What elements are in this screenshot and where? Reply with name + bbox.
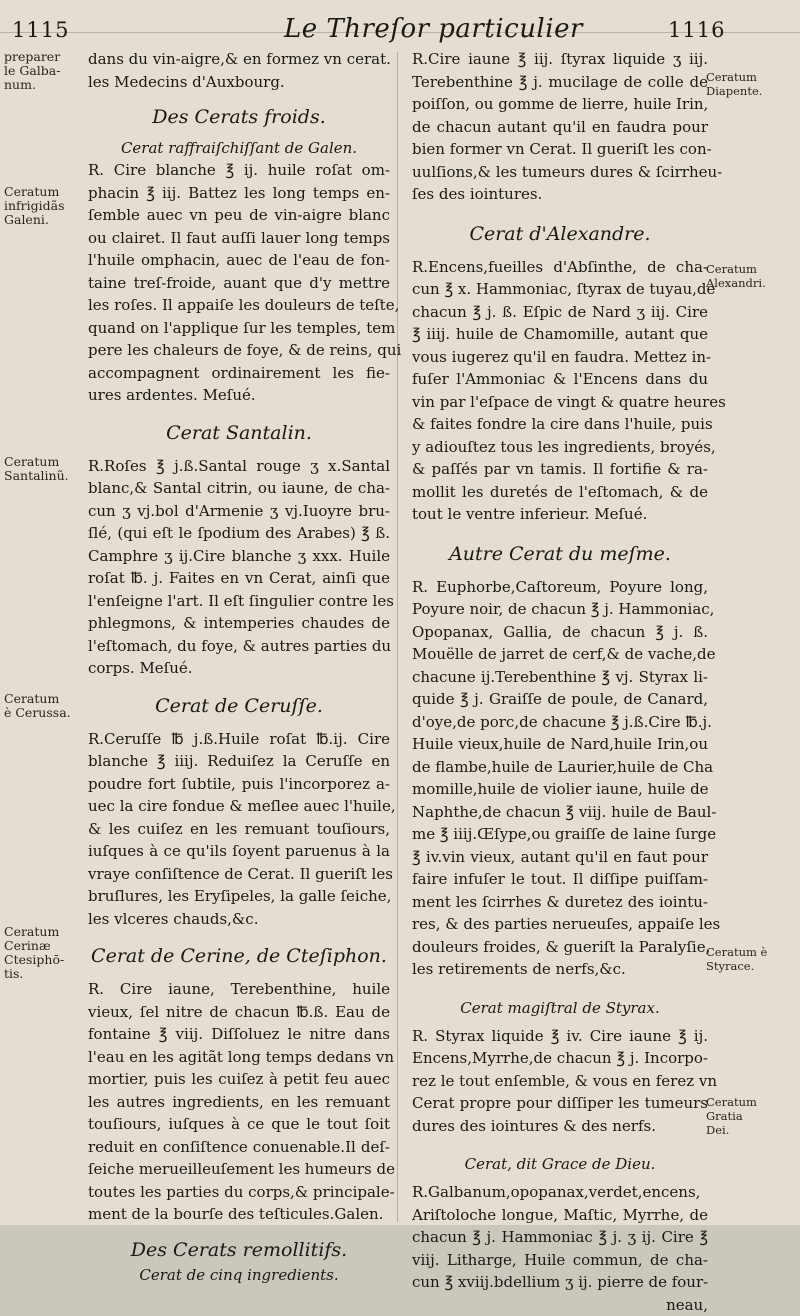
- text-line: vraye conſiſtence de Cerat. Il gueriſt les: [88, 863, 390, 886]
- text-line: Terebenthine ℥ j. mucilage de colle de: [412, 71, 708, 94]
- text-line: R. Styrax liquide ℥ iv. Cire iaune ℥ ij.: [412, 1025, 708, 1048]
- text-line: y adiouſtez tous les ingredients, broyés,: [412, 436, 708, 459]
- margin-note-line: Galeni.: [4, 213, 65, 227]
- margin-note-line: Ceratum: [4, 925, 64, 939]
- margin-note-line: Ceratum: [706, 262, 766, 276]
- autre-recipe-title: Autre Cerat du meſme.: [412, 540, 708, 568]
- text-line: & paſſés par vn tamis. Il fortifie & ra-: [412, 458, 708, 481]
- text-line: R.Galbanum,opopanax,verdet,encens,: [412, 1181, 708, 1204]
- text-line: bien former vn Cerat. Il gueriſt les con-: [412, 138, 708, 161]
- left-page-number: 1115: [12, 18, 69, 42]
- text-line: de flambe,huile de Laurier,huile de Cha: [412, 756, 708, 779]
- text-line: ſeiche merueilleuſement les humeurs de: [88, 1158, 390, 1181]
- text-line: toutes les parties du corps,& principale-: [88, 1181, 390, 1204]
- text-line: pere les chaleurs de foye, & de reins, qui: [88, 339, 390, 362]
- header-rule: [0, 32, 800, 33]
- text-line: neau,: [412, 1294, 708, 1316]
- text-line: phacin ℥ iij. Battez les long temps en-: [88, 182, 390, 205]
- margin-note-line: Dei.: [706, 1123, 757, 1137]
- right-page-number: 1116: [668, 18, 725, 42]
- alexandre-recipe-text: [412, 256, 708, 526]
- text-line: blanche ℥ iiij. Reduiſez la Ceruſſe en: [88, 750, 390, 773]
- section-title: Des Cerats froids.: [88, 103, 390, 131]
- text-line: R.Cire iaune ℥ iij. ſtyrax liquide ʒ iij.: [412, 48, 708, 71]
- margin-note-gratia-dei: [706, 1095, 757, 1137]
- page-header: [0, 6, 800, 46]
- text-line: accompagnent ordinairement les fie-: [88, 362, 390, 385]
- text-line: chacun ℥ j. Hammoniac ℥ j. ʒ ij. Cire ℥: [412, 1226, 708, 1249]
- text-line: & faites fondre la cire dans l'huile, puis: [412, 413, 708, 436]
- text-line: Ariſtoloche longue, Maſtic, Myrrhe, de: [412, 1204, 708, 1227]
- margin-note-line: infrigidãs: [4, 199, 65, 213]
- cerine-recipe-text: [88, 978, 390, 1226]
- margin-note-line: Ceratum è: [706, 945, 767, 959]
- text-line: tout le ventre inferieur. Meſué.: [412, 503, 708, 526]
- text-line: ſlé, (qui eſt le ſpodium des Arabes) ℥ ß.: [88, 522, 390, 545]
- santalin-recipe-text: [88, 455, 390, 680]
- text-line: poiſſon, ou gomme de lierre, huile Irin,: [412, 93, 708, 116]
- text-line: vin par l'eſpace de vingt & quatre heures: [412, 391, 708, 414]
- text-line: blanc,& Santal citrin, ou iaune, de cha-: [88, 477, 390, 500]
- text-line: l'enſeigne l'art. Il eſt ſingulier contre les: [88, 590, 390, 613]
- text-line: l'eau en les agitãt long temps dedans vn: [88, 1046, 390, 1069]
- text-line: quide ℥ j. Graiſſe de poule, de Canard,: [412, 688, 708, 711]
- margin-note-alexandri: [706, 262, 766, 290]
- text-line: chacune ij.Terebenthine ℥ vj. Styrax li-: [412, 666, 708, 689]
- margin-note-line: Ceratum: [4, 692, 71, 706]
- text-line: me ℥ iiij.Œſype,ou graiſſe de laine ſurge: [412, 823, 708, 846]
- left-opening-paragraph: [88, 48, 390, 93]
- text-line: les autres ingredients, en les remuant: [88, 1091, 390, 1114]
- margin-note-line: Santalinũ.: [4, 469, 69, 483]
- margin-note-line: preparer: [4, 50, 60, 64]
- margin-note-line: Alexandri.: [706, 276, 766, 290]
- text-line: d'oye,de porc,de chacune ℥ j.ß.Cire ℔.j.: [412, 711, 708, 734]
- text-line: cun ℥ xviij.bdellium ʒ ij. pierre de four-: [412, 1271, 708, 1294]
- closing-subtitle: Cerat de cinq ingredients.: [88, 1264, 390, 1286]
- text-line: ures ardentes. Meſué.: [88, 384, 390, 407]
- margin-note-galeni: [4, 185, 65, 227]
- margin-note-line: Ceratum: [4, 185, 65, 199]
- margin-note-cerussa: [4, 692, 71, 720]
- margin-note-santalinum: [4, 455, 69, 483]
- alexandre-recipe-title: Cerat d'Alexandre.: [412, 220, 708, 248]
- text-line: les Medecins d'Auxbourg.: [88, 71, 390, 94]
- styrax-recipe-title: Cerat magiſtral de Styrax.: [412, 997, 708, 1019]
- text-line: bruſlures, les Eryſipeles, la galle ſeiche,: [88, 885, 390, 908]
- text-line: vous iugerez qu'il en faudra. Mettez in-: [412, 346, 708, 369]
- text-line: Opopanax, Gallia, de chacun ℥ j. ß.: [412, 621, 708, 644]
- text-line: taine treſ-froide, auant que d'y mettre: [88, 272, 390, 295]
- margin-note-line: Ceratum: [4, 455, 69, 469]
- text-line: Huile vieux,huile de Nard,huile Irin,ou: [412, 733, 708, 756]
- text-line: ſemble auec vn peu de vin-aigre blanc: [88, 204, 390, 227]
- margin-note-line: Ctesiphō-: [4, 953, 64, 967]
- text-line: poudre fort ſubtile, puis l'incorporez a-: [88, 773, 390, 796]
- text-line: reduit en conſiſtence conuenable.Il deſ-: [88, 1136, 390, 1159]
- text-line: les retirements de nerfs,&c.: [412, 958, 708, 981]
- margin-note-line: Ceratum: [706, 1095, 757, 1109]
- text-line: iuſques à ce qu'ils ſoyent paruenus à la: [88, 840, 390, 863]
- margin-note-cerinae: [4, 925, 64, 981]
- text-line: momille,huile de violier iaune, huile de: [412, 778, 708, 801]
- left-column: [88, 48, 390, 1225]
- text-line: de chacun autant qu'il en faudra pour: [412, 116, 708, 139]
- text-line: mortier, puis les cuiſez à petit feu auec: [88, 1068, 390, 1091]
- text-line: cun ℥ x. Hammoniac, ſtyrax de tuyau,de: [412, 278, 708, 301]
- text-line: Cerat propre pour diſſiper les tumeurs: [412, 1092, 708, 1115]
- grace-recipe-title: Cerat, dit Grace de Dieu.: [412, 1153, 708, 1175]
- margin-note-line: Ceratum: [706, 70, 762, 84]
- text-line: roſat ℔. j. Faites en vn Cerat, ainſi que: [88, 567, 390, 590]
- text-line: l'eſtomach, du foye, & autres parties du: [88, 635, 390, 658]
- text-line: corps. Meſué.: [88, 657, 390, 680]
- running-title: Le Threſor particulier: [284, 14, 583, 44]
- galen-recipe-title: Cerat raffraiſchiſſant de Galen.: [88, 137, 390, 159]
- text-line: Camphre ʒ ij.Cire blanche ʒ xxx. Huile: [88, 545, 390, 568]
- text-line: l'huile omphacin, auec de l'eau de fon-: [88, 249, 390, 272]
- text-line: R.Ceruſſe ℔ j.ß.Huile roſat ℔.ij. Cire: [88, 728, 390, 751]
- closing-section-title: Des Cerats remollitifs.: [88, 1236, 390, 1264]
- ceruse-recipe-title: Cerat de Ceruſſe.: [88, 692, 390, 720]
- margin-note-line: le Galba-: [4, 64, 60, 78]
- text-line: Encens,Myrrhe,de chacun ℥ j. Incorpo-: [412, 1047, 708, 1070]
- text-line: viij. Litharge, Huile commun, de cha-: [412, 1249, 708, 1272]
- galen-recipe-text: [88, 159, 390, 407]
- text-line: res, & des parties nerueuſes, appaiſe les: [412, 913, 708, 936]
- text-line: mollit les duretés de l'eſtomach, & de: [412, 481, 708, 504]
- text-line: Poyure noir, de chacun ℥ j. Hammoniac,: [412, 598, 708, 621]
- autre-recipe-text: [412, 576, 708, 981]
- text-line: quand on l'applique ſur les temples, tem: [88, 317, 390, 340]
- text-line: Mouëlle de jarret de cerf,& de vache,de: [412, 643, 708, 666]
- margin-note-line: Gratia: [706, 1109, 757, 1123]
- margin-note-preparer: [4, 50, 60, 92]
- margin-note-diapente: [706, 70, 762, 98]
- margin-note-line: Cerinæ: [4, 939, 64, 953]
- text-line: R.Encens,fueilles d'Abſinthe, de cha-: [412, 256, 708, 279]
- text-line: R.Roſes ℥ j.ß.Santal rouge ʒ x.Santal: [88, 455, 390, 478]
- text-line: rez le tout enſemble, & vous en ferez vn: [412, 1070, 708, 1093]
- right-opening-paragraph: [412, 48, 708, 206]
- text-line: fontaine ℥ viij. Diſſoluez le nitre dans: [88, 1023, 390, 1046]
- text-line: ment de la bourſe des teſticules.Galen.: [88, 1203, 390, 1226]
- right-column: [412, 48, 708, 1225]
- grace-recipe-text: [412, 1181, 708, 1316]
- text-line: R. Cire blanche ℥ ij. huile roſat om-: [88, 159, 390, 182]
- santalin-recipe-title: Cerat Santalin.: [88, 419, 390, 447]
- text-line: & les cuiſez en les remuant touſiours,: [88, 818, 390, 841]
- margin-note-line: Diapente.: [706, 84, 762, 98]
- margin-note-styrace: [706, 945, 767, 973]
- text-line: R. Cire iaune, Terebenthine, huile: [88, 978, 390, 1001]
- text-line: vieux, ſel nitre de chacun ℔.ß. Eau de: [88, 1001, 390, 1024]
- text-line: touſiours, iuſques à ce que le tout ſoit: [88, 1113, 390, 1136]
- text-line: ou clairet. Il faut auſſi lauer long temps: [88, 227, 390, 250]
- text-line: ment les ſcirrhes & duretez des iointu-: [412, 891, 708, 914]
- text-line: douleurs froides, & gueriſt la Paralyſie,: [412, 936, 708, 959]
- text-line: Naphthe,de chacun ℥ viij. huile de Baul-: [412, 801, 708, 824]
- text-line: ℥ iiij. huile de Chamomille, autant que: [412, 323, 708, 346]
- text-line: uec la cire fondue & meſlee auec l'huile,: [88, 795, 390, 818]
- text-line: dures des iointures & des nerfs.: [412, 1115, 708, 1138]
- text-line: ℥ iv.vin vieux, autant qu'il en faut pour: [412, 846, 708, 869]
- margin-note-line: num.: [4, 78, 60, 92]
- ceruse-recipe-text: [88, 728, 390, 931]
- margin-note-line: Styrace.: [706, 959, 767, 973]
- text-line: phlegmons, & intemperies chaudes de: [88, 612, 390, 635]
- text-line: dans du vin-aigre,& en formez vn cerat.: [88, 48, 390, 71]
- margin-note-line: tis.: [4, 967, 64, 981]
- text-line: ſes des iointures.: [412, 183, 708, 206]
- text-line: les roſes. Il appaiſe les douleurs de teſte,: [88, 294, 390, 317]
- text-line: chacun ℥ j. ß. Eſpic de Nard ʒ iij. Cire: [412, 301, 708, 324]
- text-line: cun ʒ vj.bol d'Armenie ʒ vj.Iuoyre bru-: [88, 500, 390, 523]
- text-line: fuſer l'Ammoniac & l'Encens dans du: [412, 368, 708, 391]
- text-line: uulſions,& les tumeurs dures & ſcirrheu-: [412, 161, 708, 184]
- margin-note-line: è Cerussa.: [4, 706, 71, 720]
- text-line: R. Euphorbe,Caſtoreum, Poyure long,: [412, 576, 708, 599]
- text-line: les vlceres chauds,&c.: [88, 908, 390, 931]
- column-gutter: [397, 52, 398, 1222]
- text-line: faire infuſer le tout. Il diſſipe puiſſam-: [412, 868, 708, 891]
- styrax-recipe-text: [412, 1025, 708, 1138]
- cerine-recipe-title: Cerat de Cerine, de Cteſiphon.: [88, 942, 390, 970]
